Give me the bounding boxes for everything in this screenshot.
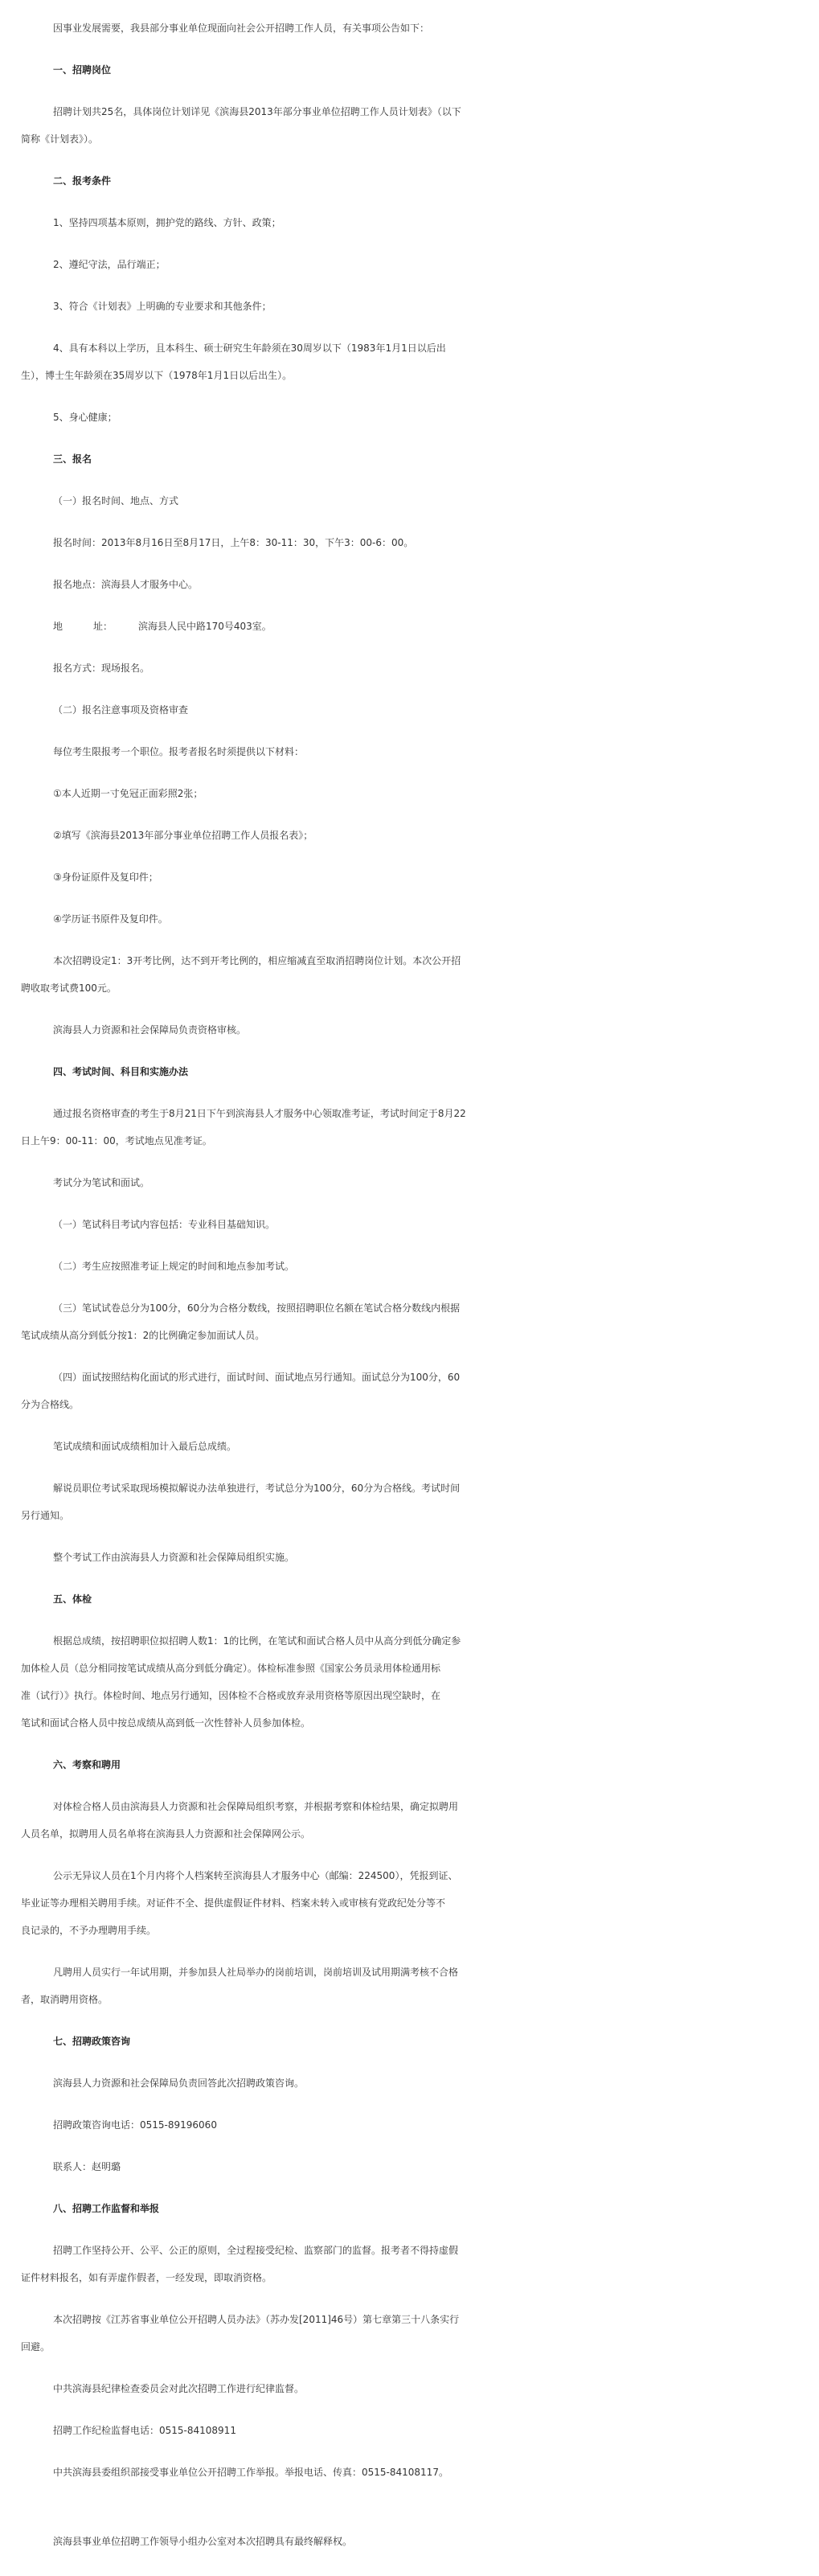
discipline-supervision: 中共滨海县纪律检查委员会对此次招聘工作进行纪律监督。 [53, 2383, 305, 2394]
intro-paragraph: 因事业发展需要，我县部分事业单位现面向社会公开招聘工作人员，有关事项公告如下： [53, 23, 430, 34]
condition-item-5: 5、身心健康； [53, 412, 117, 423]
medical-paragraph-line2: 加体检人员（总分相同按笔试成绩从高分到低分确定）。体检标准参照《国家公务员录用体检通用标 [21, 1663, 441, 1674]
exam-item-3-line1: （三）笔试试卷总分为100分，60分为合格分数线，按照招聘职位名额在笔试合格分数线内根据 [53, 1302, 461, 1314]
exam-ratio-line2: 聘收取考试费100元。 [21, 982, 117, 994]
hiring-para2-line3: 良记录的，不予办理聘用手续。 [21, 1925, 157, 1936]
closing-statement: 滨海县事业单位招聘工作领导小组办公室对本次招聘具有最终解释权。 [53, 2536, 353, 2547]
condition-item-3: 3、符合《计划表》上明确的专业要求和其他条件； [53, 301, 272, 312]
consultation-contact: 联系人：赵明璐 [53, 2161, 121, 2172]
positions-paragraph-line1: 招聘计划共25名，具体岗位计划详见《滨海县2013年部分事业单位招聘工作人员计划表》（以下 [53, 106, 461, 117]
section-heading-conditions: 二、报考条件 [53, 175, 112, 187]
section-heading-consultation: 七、招聘政策咨询 [53, 2036, 131, 2047]
registration-note: 每位考生限报考一个职位。报考者报名时须提供以下材料： [53, 746, 305, 757]
commentator-exam-line2: 另行通知。 [21, 1510, 70, 1521]
address-label: 地 址： [53, 621, 113, 632]
hiring-para1-line2: 人员名单，拟聘用人员名单将在滨海县人力资源和社会保障网公示。 [21, 1828, 311, 1840]
section-heading-supervision: 八、招聘工作监督和举报 [53, 2203, 160, 2214]
exam-types: 考试分为笔试和面试。 [53, 1177, 150, 1188]
material-item-3: ③身份证原件及复印件； [53, 872, 158, 883]
medical-paragraph-line4: 笔试和面试合格人员中按总成绩从高到低一次性替补人员参加体检。 [21, 1717, 311, 1729]
exam-item-1: （一）笔试科目考试内容包括：专业科目基础知识。 [53, 1219, 276, 1230]
registration-subheading-2: （二）报名注意事项及资格审查 [53, 704, 189, 716]
registration-time: 报名时间：2013年8月16日至8月17日，上午8：30-11：30，下午3：00-6：00。 [53, 537, 414, 548]
registration-address [0, 616, 819, 637]
consultation-phone: 招聘政策咨询电话：0515-89196060 [53, 2119, 217, 2131]
medical-paragraph-line1: 根据总成绩，按招聘职位拟招聘人数1：1的比例，在笔试和面试合格人员中从高分到低分确定参 [53, 1635, 461, 1647]
supervision-para2-line1: 本次招聘按《江苏省事业单位公开招聘人员办法》（苏办发[2011]46号）第七章第三十八条实行 [53, 2314, 460, 2325]
exam-organizer: 整个考试工作由滨海县人力资源和社会保障局组织实施。 [53, 1552, 295, 1563]
qualification-review: 滨海县人力资源和社会保障局负责资格审核。 [53, 1024, 247, 1036]
material-item-4: ④学历证书原件及复印件。 [53, 913, 168, 925]
exam-total-score: 笔试成绩和面试成绩相加计入最后总成绩。 [53, 1441, 237, 1452]
exam-item-4-line2: 分为合格线。 [21, 1399, 80, 1410]
material-item-1: ①本人近期一寸免冠正面彩照2张； [53, 788, 203, 799]
supervision-para1-line2: 证件材料报名，如有弄虚作假者，一经发现，即取消资格。 [21, 2272, 272, 2283]
supervision-para2-line2: 回避。 [21, 2341, 51, 2352]
exam-item-4-line1: （四）面试按照结构化面试的形式进行，面试时间、面试地点另行通知。面试总分为100分，60 [53, 1372, 461, 1383]
exam-admission-line1: 通过报名资格审查的考生于8月21日下午到滨海县人才服务中心领取准考证，考试时间定于8月22 [53, 1108, 466, 1119]
exam-item-2: （二）考生应按照准考证上规定的时间和地点参加考试。 [53, 1261, 295, 1272]
condition-item-2: 2、遵纪守法，品行端正； [53, 259, 166, 270]
material-item-2: ②填写《滨海县2013年部分事业单位招聘工作人员报名表》； [53, 830, 313, 841]
exam-admission-line2: 日上午9：00-11：00，考试地点见准考证。 [21, 1135, 212, 1146]
section-heading-positions: 一、招聘岗位 [53, 64, 112, 76]
condition-item-1: 1、坚持四项基本原则，拥护党的路线、方针、政策； [53, 217, 281, 228]
exam-ratio-line1: 本次招聘设定1：3开考比例，达不到开考比例的，相应缩减直至取消招聘岗位计划。本次公开招 [53, 955, 461, 966]
exam-item-3-line2: 笔试成绩从高分到低分按1：2的比例确定参加面试人员。 [21, 1330, 265, 1341]
positions-paragraph-line2: 简称《计划表》）。 [21, 133, 99, 145]
consultation-statement: 滨海县人力资源和社会保障局负责回答此次招聘政策咨询。 [53, 2078, 305, 2089]
report-contact: 中共滨海县委组织部接受事业单位公开招聘工作举报。举报电话、传真：0515-84108117。 [53, 2467, 448, 2478]
hiring-para3-line2: 者，取消聘用资格。 [21, 1994, 109, 2005]
section-heading-medical: 五、体检 [53, 1594, 92, 1605]
commentator-exam-line1: 解说员职位考试采取现场模拟解说办法单独进行，考试总分为100分，60分为合格线。考试时间 [53, 1483, 461, 1494]
hiring-para2-line1: 公示无异议人员在1个月内将个人档案转至滨海县人才服务中心（邮编：224500），凭报到证、 [53, 1870, 458, 1881]
registration-place: 报名地点：滨海县人才服务中心。 [53, 579, 199, 590]
section-heading-exam: 四、考试时间、科目和实施办法 [53, 1066, 189, 1077]
section-heading-hiring: 六、考察和聘用 [53, 1759, 121, 1770]
section-heading-registration: 三、报名 [53, 453, 92, 465]
hiring-para3-line1: 凡聘用人员实行一年试用期，并参加县人社局举办的岗前培训，岗前培训及试用期满考核不合格 [53, 1967, 459, 1978]
supervision-para1-line1: 招聘工作坚持公开、公平、公正的原则，全过程接受纪检、监察部门的监督。报考者不得持虚假 [53, 2245, 459, 2256]
condition-item-4-line2: 生），博士生年龄须在35周岁以下（1978年1月1日以后出生）。 [21, 370, 293, 381]
registration-method: 报名方式：现场报名。 [53, 662, 150, 674]
medical-paragraph-line3: 准（试行）》执行。体检时间、地点另行通知，因体检不合格或放弃录用资格等原因出现空缺时，在 [21, 1690, 441, 1701]
hiring-para1-line1: 对体检合格人员由滨海县人力资源和社会保障局组织考察，并根据考察和体检结果，确定拟聘用 [53, 1801, 459, 1812]
address-value: 滨海县人民中路170号403室。 [138, 621, 272, 632]
registration-subheading-1: （一）报名时间、地点、方式 [53, 495, 179, 507]
discipline-phone: 招聘工作纪检监督电话：0515-84108911 [53, 2425, 236, 2436]
condition-item-4-line1: 4、具有本科以上学历，且本科生、硕士研究生年龄须在30周岁以下（1983年1月1日以后出 [53, 343, 446, 354]
hiring-para2-line2: 毕业证等办理相关聘用手续。对证件不全、提供虚假证件材料、档案未转入或审核有党政纪处分等不 [21, 1897, 446, 1909]
